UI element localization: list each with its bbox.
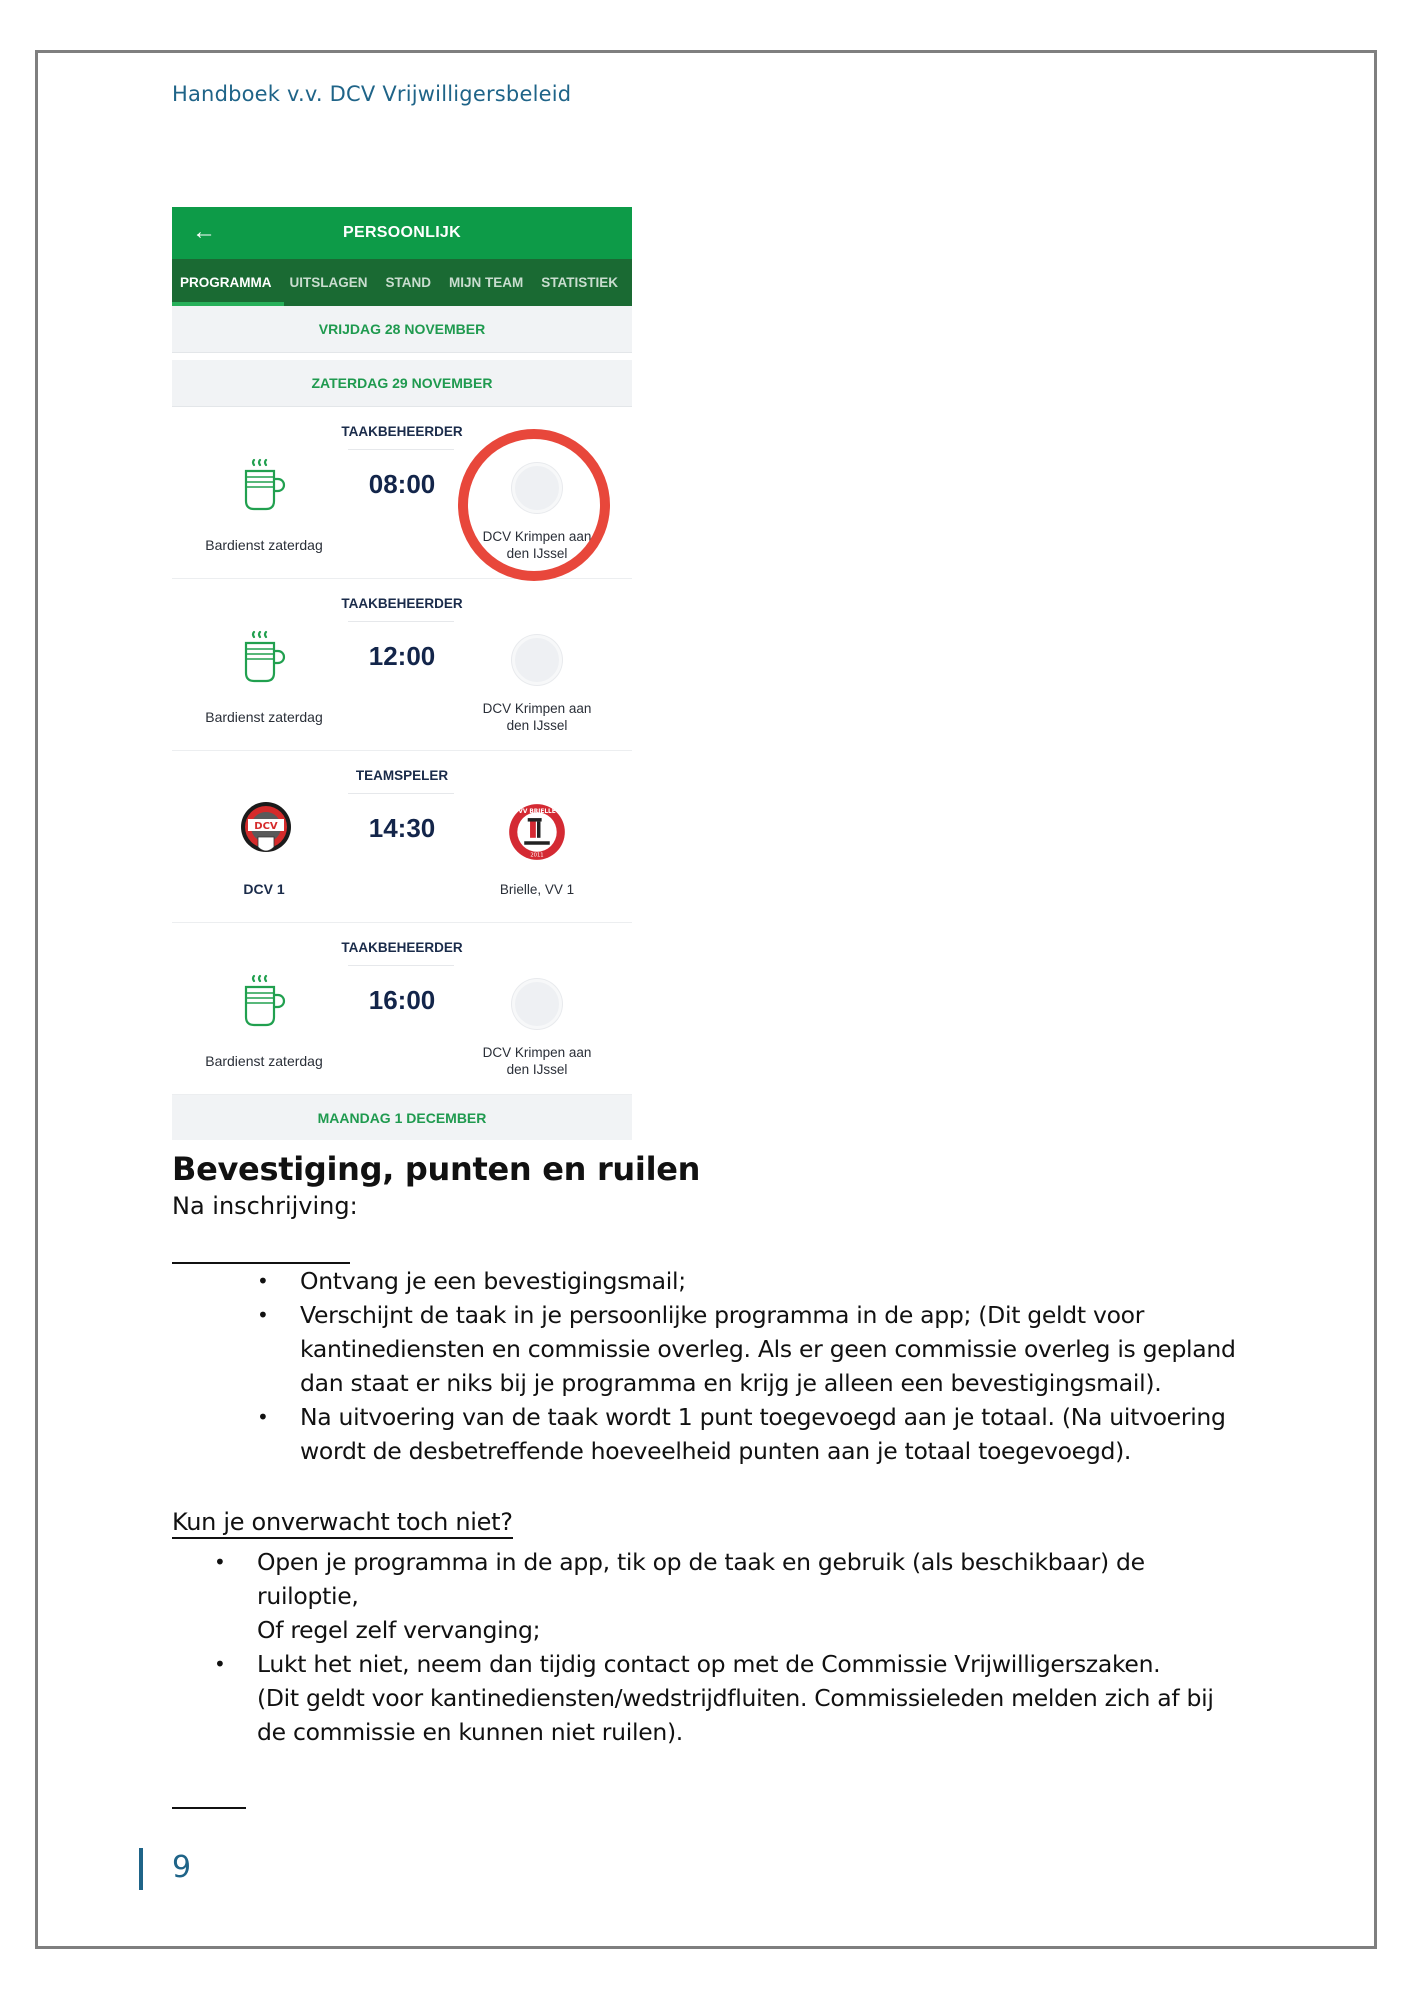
bullet-icon: • — [214, 1550, 226, 1574]
lead-text: Na inschrijving: — [172, 1192, 358, 1220]
placeholder-avatar-icon — [512, 979, 562, 1029]
bullet-icon: • — [257, 1303, 269, 1327]
footnote-divider — [172, 1807, 246, 1809]
list-item — [257, 1298, 1300, 1400]
event-time: 14:30 — [368, 813, 436, 843]
vv-brielle-club-logo-icon — [508, 803, 566, 861]
active-tab-indicator — [172, 302, 284, 306]
date-header: MAANDAG 1 DECEMBER — [172, 1095, 632, 1140]
bullet-icon: • — [257, 1405, 269, 1429]
event-row[interactable] — [172, 923, 632, 1095]
event-right-label: DCV Krimpen aan den IJssel — [482, 529, 592, 561]
event-time: 12:00 — [368, 641, 436, 671]
list-item-line: de commissie en kunnen niet ruilen). — [257, 1718, 683, 1746]
page-number: 9 — [172, 1850, 192, 1885]
divider — [348, 793, 454, 794]
bullet-icon: • — [257, 1269, 269, 1293]
divider — [348, 621, 454, 622]
tab-stand[interactable]: STAND — [385, 275, 432, 290]
list-item-line: Lukt het niet, neem dan tijdig contact op met de Commissie Vrijwilligerszaken. — [257, 1650, 1161, 1678]
list-item-line: Na uitvoering van de taak wordt 1 punt toegevoegd aan je totaal. (Na uitvoering — [300, 1403, 1226, 1431]
tab-uitslagen[interactable]: UITSLAGEN — [289, 275, 368, 290]
list-item-line: Open je programma in de app, tik op de taak en gebruik (als beschikbaar) de — [257, 1548, 1145, 1576]
list-item — [257, 1400, 1300, 1468]
tab-programma[interactable]: PROGRAMMA — [180, 275, 272, 290]
event-right-label: DCV Krimpen aan den IJssel — [482, 701, 592, 733]
date-header: VRIJDAG 28 NOVEMBER — [172, 306, 632, 353]
event-row[interactable] — [172, 407, 632, 579]
app-screenshot — [172, 207, 632, 1140]
list-item — [214, 1647, 1307, 1749]
event-role: TAAKBEHEERDER — [341, 424, 463, 439]
event-time: 16:00 — [368, 985, 436, 1015]
list-item — [214, 1545, 1307, 1647]
app-title: PERSOONLIJK — [343, 224, 461, 241]
svg-text:VV BRIELLE: VV BRIELLE — [518, 808, 556, 815]
event-row[interactable] — [172, 579, 632, 751]
tab-mijn-team[interactable]: MIJN TEAM — [449, 275, 524, 290]
section-heading: Bevestiging, punten en ruilen — [172, 1150, 701, 1188]
list-item-line: kantinediensten en commissie overleg. Als er geen commissie overleg is gepland — [300, 1335, 1236, 1363]
svg-text:DCV: DCV — [254, 821, 278, 832]
placeholder-avatar-icon — [512, 635, 562, 685]
tab-statistiek[interactable]: STATISTIEK — [541, 275, 619, 290]
bullet-list-cannot-attend — [214, 1545, 1307, 1749]
list-item-line: (Dit geldt voor kantinediensten/wedstrijdfluiten. Commissieleden melden zich af bij — [257, 1684, 1214, 1712]
list-item-line: Ontvang je een bevestigingsmail; — [300, 1267, 686, 1295]
event-left-label: Bardienst zaterdag — [205, 709, 323, 725]
event-role: TAAKBEHEERDER — [341, 596, 463, 611]
date-header: ZATERDAG 29 NOVEMBER — [172, 360, 632, 407]
event-role: TAAKBEHEERDER — [341, 940, 463, 955]
page-number-bar — [139, 1848, 143, 1890]
event-role: TEAMSPELER — [355, 768, 449, 783]
list-item-line: wordt de desbetreffende hoeveelheid punten aan je totaal toegevoegd). — [300, 1437, 1132, 1465]
event-right-label: Brielle, VV 1 — [499, 882, 575, 897]
bullet-icon: • — [214, 1652, 226, 1676]
divider — [348, 965, 454, 966]
svg-text:2011: 2011 — [530, 852, 544, 859]
event-right-label: DCV Krimpen aan den IJssel — [482, 1045, 592, 1077]
list-item — [257, 1264, 1300, 1298]
list-item-line: Verschijnt de taak in je persoonlijke programma in de app; (Dit geldt voor — [300, 1301, 1145, 1329]
event-time: 08:00 — [368, 469, 436, 499]
event-left-label: Bardienst zaterdag — [205, 537, 323, 553]
list-item-line: ruiloptie, — [257, 1582, 359, 1610]
list-item-line: dan staat er niks bij je programma en krijg je alleen een bevestigingsmail). — [300, 1369, 1162, 1397]
app-tabs — [172, 259, 632, 306]
event-left-label: DCV 1 — [243, 881, 285, 897]
app-topbar — [172, 207, 632, 259]
running-header: Handboek v.v. DCV Vrijwilligersbeleid — [172, 82, 572, 106]
bullet-list-after-signup — [257, 1264, 1300, 1468]
placeholder-avatar-icon — [512, 463, 562, 513]
divider — [348, 449, 454, 450]
event-left-label: Bardienst zaterdag — [205, 1053, 323, 1069]
sub-heading: Kun je onverwacht toch niet? — [172, 1508, 513, 1539]
arrow-left-icon[interactable]: ← — [192, 218, 216, 245]
event-row[interactable] — [172, 751, 632, 923]
list-item-line: Of regel zelf vervanging; — [257, 1616, 541, 1644]
